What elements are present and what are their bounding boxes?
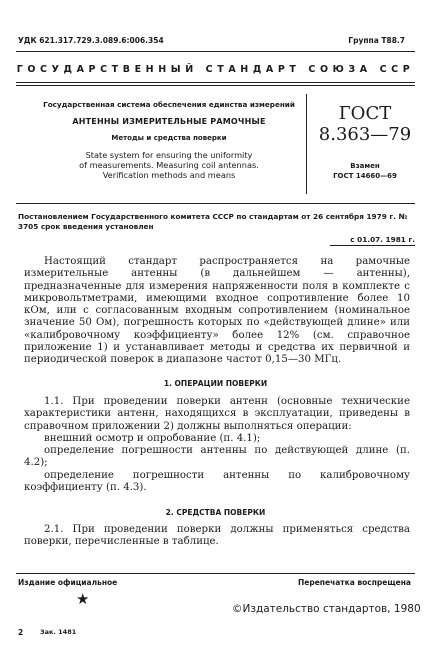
english-title-line: Verification methods and means [102, 170, 236, 180]
intro-paragraph [24, 256, 410, 367]
operation-item: внешний осмотр и опробование (п. 4.1); [44, 432, 261, 444]
middle-rule [16, 203, 415, 204]
top-rule [16, 51, 415, 52]
star-icon: ★ [76, 590, 90, 608]
section-1-heading: 1. ОПЕРАЦИИ ПОВЕРКИ [163, 379, 268, 388]
english-title-line: of measurements. Measuring coil antennas. [79, 160, 259, 170]
clause-2-1: 2.1. При проведении поверки должны применяться средства поверки, перечисленные в таблице. [24, 524, 410, 548]
order-number: Зак. 1481 [40, 628, 77, 636]
official-edition: Издание официальное [18, 578, 118, 587]
group-code: Группа Т88.7 [348, 36, 405, 45]
heading-rule [16, 82, 415, 83]
operation-item: определение погрешности антенны по калибровочному коэффициенту (п. 4.3). [24, 469, 410, 494]
intro-text: Настоящий стандарт распространяется на рамочные измерительные антенны (в дальнейшем — антенны), предназначенные для измерения напряженности поля в комплекте с микровольтметрами, имеющими входное сопротивление более 10 кОм, или с согласованным входным сопротивлением (номинальное значение 50 Ом), погрешность которых по «действующей длине» или «калибровочному коэффициенту» более 12% (см. справочное приложение 1) и устанавливает методы и средства их первичной и периодической поверок в диапазоне частот 0,15—30 МГц. [24, 256, 410, 366]
standard-title: АНТЕННЫ ИЗМЕРИТЕЛЬНЫЕ РАМОЧНЫЕ [72, 117, 266, 126]
section-2-body [24, 524, 410, 549]
footer-rule [16, 573, 415, 574]
title-block [40, 100, 298, 180]
section-2-heading: 2. СРЕДСТВА ПОВЕРКИ [165, 508, 266, 517]
gost-designation [315, 103, 415, 145]
reprint-notice: Перепечатка воспрещена [297, 578, 411, 587]
publisher-copyright: ©Издательство стандартов, 1980 [232, 603, 421, 615]
decree-text: Постановлением Государственного комитета СССР по стандартам от 26 сентября 1979 г. № 3705 срок введения установлен [18, 212, 408, 231]
effective-date: с 01.07. 1981 г. [350, 235, 415, 244]
replaces-value: ГОСТ 14660—69 [333, 172, 397, 180]
page-number: 2 [18, 628, 24, 637]
clause-1-1: 1.1. При проведении поверки антенн (основные технические характеристики антенн, находящихся в эксплуатации, приведены в справочном приложении 2) должны выполняться операции: [24, 396, 410, 432]
gost-label: ГОСТ [338, 103, 392, 124]
operation-item: определение погрешности антенны по действующей длине (п. 4.2); [24, 445, 410, 469]
replaces-label: Взамен [350, 162, 380, 170]
state-standard-heading: ГОСУДАРСТВЕННЫЙ СТАНДАРТ СОЮЗА ССР [16, 64, 415, 75]
heading-rule-thin [16, 85, 415, 86]
section-1-body [24, 396, 410, 494]
english-title-line: State system for ensuring the uniformity [85, 150, 253, 160]
standard-subtitle: Методы и средства поверки [111, 134, 227, 142]
replaces-block [315, 161, 415, 181]
title-divider [306, 94, 307, 194]
udk-code: УДК 621.317.729.3.089.6:006.354 [18, 36, 164, 45]
gost-number: 8.363—79 [318, 124, 412, 145]
system-title: Государственная система обеспечения единства измерений [43, 100, 295, 109]
date-underline [330, 245, 415, 246]
english-title [40, 150, 298, 180]
